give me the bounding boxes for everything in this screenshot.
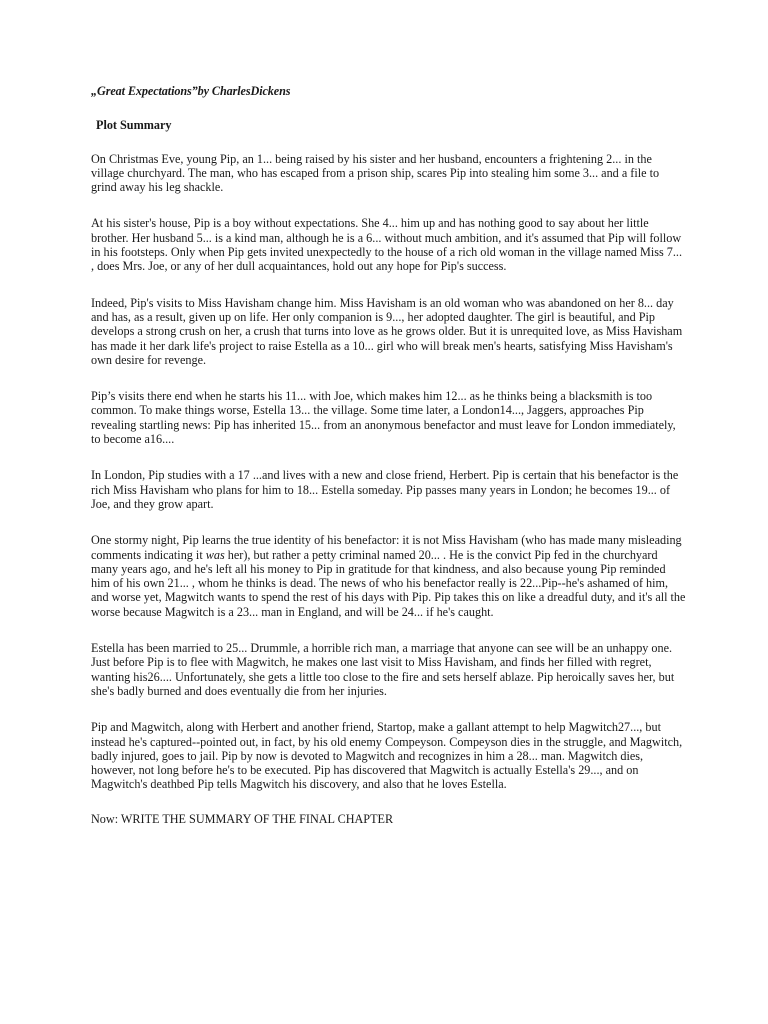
paragraph-stormy-night xyxy=(91,533,687,619)
paragraph-havisham-visits: Indeed, Pip's visits to Miss Havisham change him. Miss Havisham is an old woman who was abandoned on her 8... day and has, as a result, given up on life. Her only companion is 9..., her adopted daughter. The girl is beautiful, and Pip develops a strong crush on her, a crush that turns into love as he grows older. But it is unrequited love, as Miss Havisham has made it her dark life's project to raise Estella as a 10... girl who will break men's hearts, satisfying Miss Havisham's own desire for revenge. xyxy=(91,295,683,367)
paragraph-london: In London, Pip studies with a 17 ...and lives with a new and close friend, Herbert. Pip is certain that his benefactor is the rich Miss Havisham who plans for him to 18... Estella someday. Pip passes many years in London; he becomes 19... of Joe, and they grow apart. xyxy=(91,468,679,511)
paragraph-estella-married: Estella has been married to 25... Drummle, a horrible rich man, a marriage that anyone can see will be an unhappy one. Just before Pip is to flee with Magwitch, he makes one last visit to Miss Havisham, and finds her filled with regret, wanting his26.... Unfortunately, she gets a little too close to the fire and sets herself ablaze. Pip heroically saves her, but she's badly burned and does eventually die from her injuries. xyxy=(91,641,675,698)
paragraph-christmas-eve: On Christmas Eve, young Pip, an 1... being raised by his sister and her husband, encounters a frightening 2... in the village churchyard. The man, who has escaped from a prison ship, scares Pip into stealing him some 3... and a file to grind away his leg shackle. xyxy=(91,151,660,195)
stormy-text-emphasis: was xyxy=(205,547,225,562)
paragraph-sisters-house: At his sister's house, Pip is a boy without expectations. She 4... him up and has nothing good to say about her little brother. Her husband 5... is a kind man, although he is a 6... without much ambition, and it's assumed that Pip will follow in his footsteps. Only when Pip gets invited unexpectedly to the house of a rich old woman in the village named Miss 7... , does Mrs. Joe, or any of her dull acquaintances, hold out any hope for Pip's success. xyxy=(91,216,682,274)
document-title: „Great Expectations”by CharlesDickens xyxy=(91,84,291,98)
document-page xyxy=(91,84,687,826)
paragraph-magwitch-escape: Pip and Magwitch, along with Herbert and another friend, Startop, make a gallant attempt to help Magwitch27..., but instead he's captured--pointed out, in fact, by his old enemy Compeyson. Compeyson dies in the struggle, and Magwitch, badly injured, goes to jail. Pip by now is devoted to Magwitch and recognizes in him a 28... man. Magwitch dies, however, not long before he's to be executed. Pip has discovered that Magwitch is actually Estella's 29..., and on Magwitch's deathbed Pip tells Magwitch his discovery, and also that he loves Estella. xyxy=(91,720,683,792)
closing-instruction: Now: WRITE THE SUMMARY OF THE FINAL CHAPTER xyxy=(91,811,394,826)
paragraph-apprenticeship: Pip’s visits there end when he starts his 11... with Joe, which makes him 12... as he thinks being a blacksmith is too common. To make things worse, Estella 13... the village. Some time later, a London14..., Jaggers, approaches Pip revealing startling news: Pip has inherited 15... from an anonymous benefactor and must leave for London immediately, to become a16.... xyxy=(91,389,676,447)
stormy-text-after: her), but rather a petty criminal named 20... . He is the convict Pip fed in the churchyard many years ago, and he's left all his money to Pip in gratitude for that kindness, and also because young Pip reminded him of his own 21... , whom he thinks is dead. The news of who his benefactor really is 22...Pip--he's ashamed of him, and worse yet, Magwitch wants to spend the rest of his days with Pip. Pip takes this on like a dreadful duty, and it's all the worse because Magwitch is a 23... man in England, and will be 24... if he's caught. xyxy=(91,547,686,619)
document-subtitle: Plot Summary xyxy=(96,118,172,133)
stormy-text-before: One stormy night, Pip learns the true identity of his benefactor: it is not Miss Havisham (who has made many misleading comments indicating it xyxy=(91,533,682,562)
